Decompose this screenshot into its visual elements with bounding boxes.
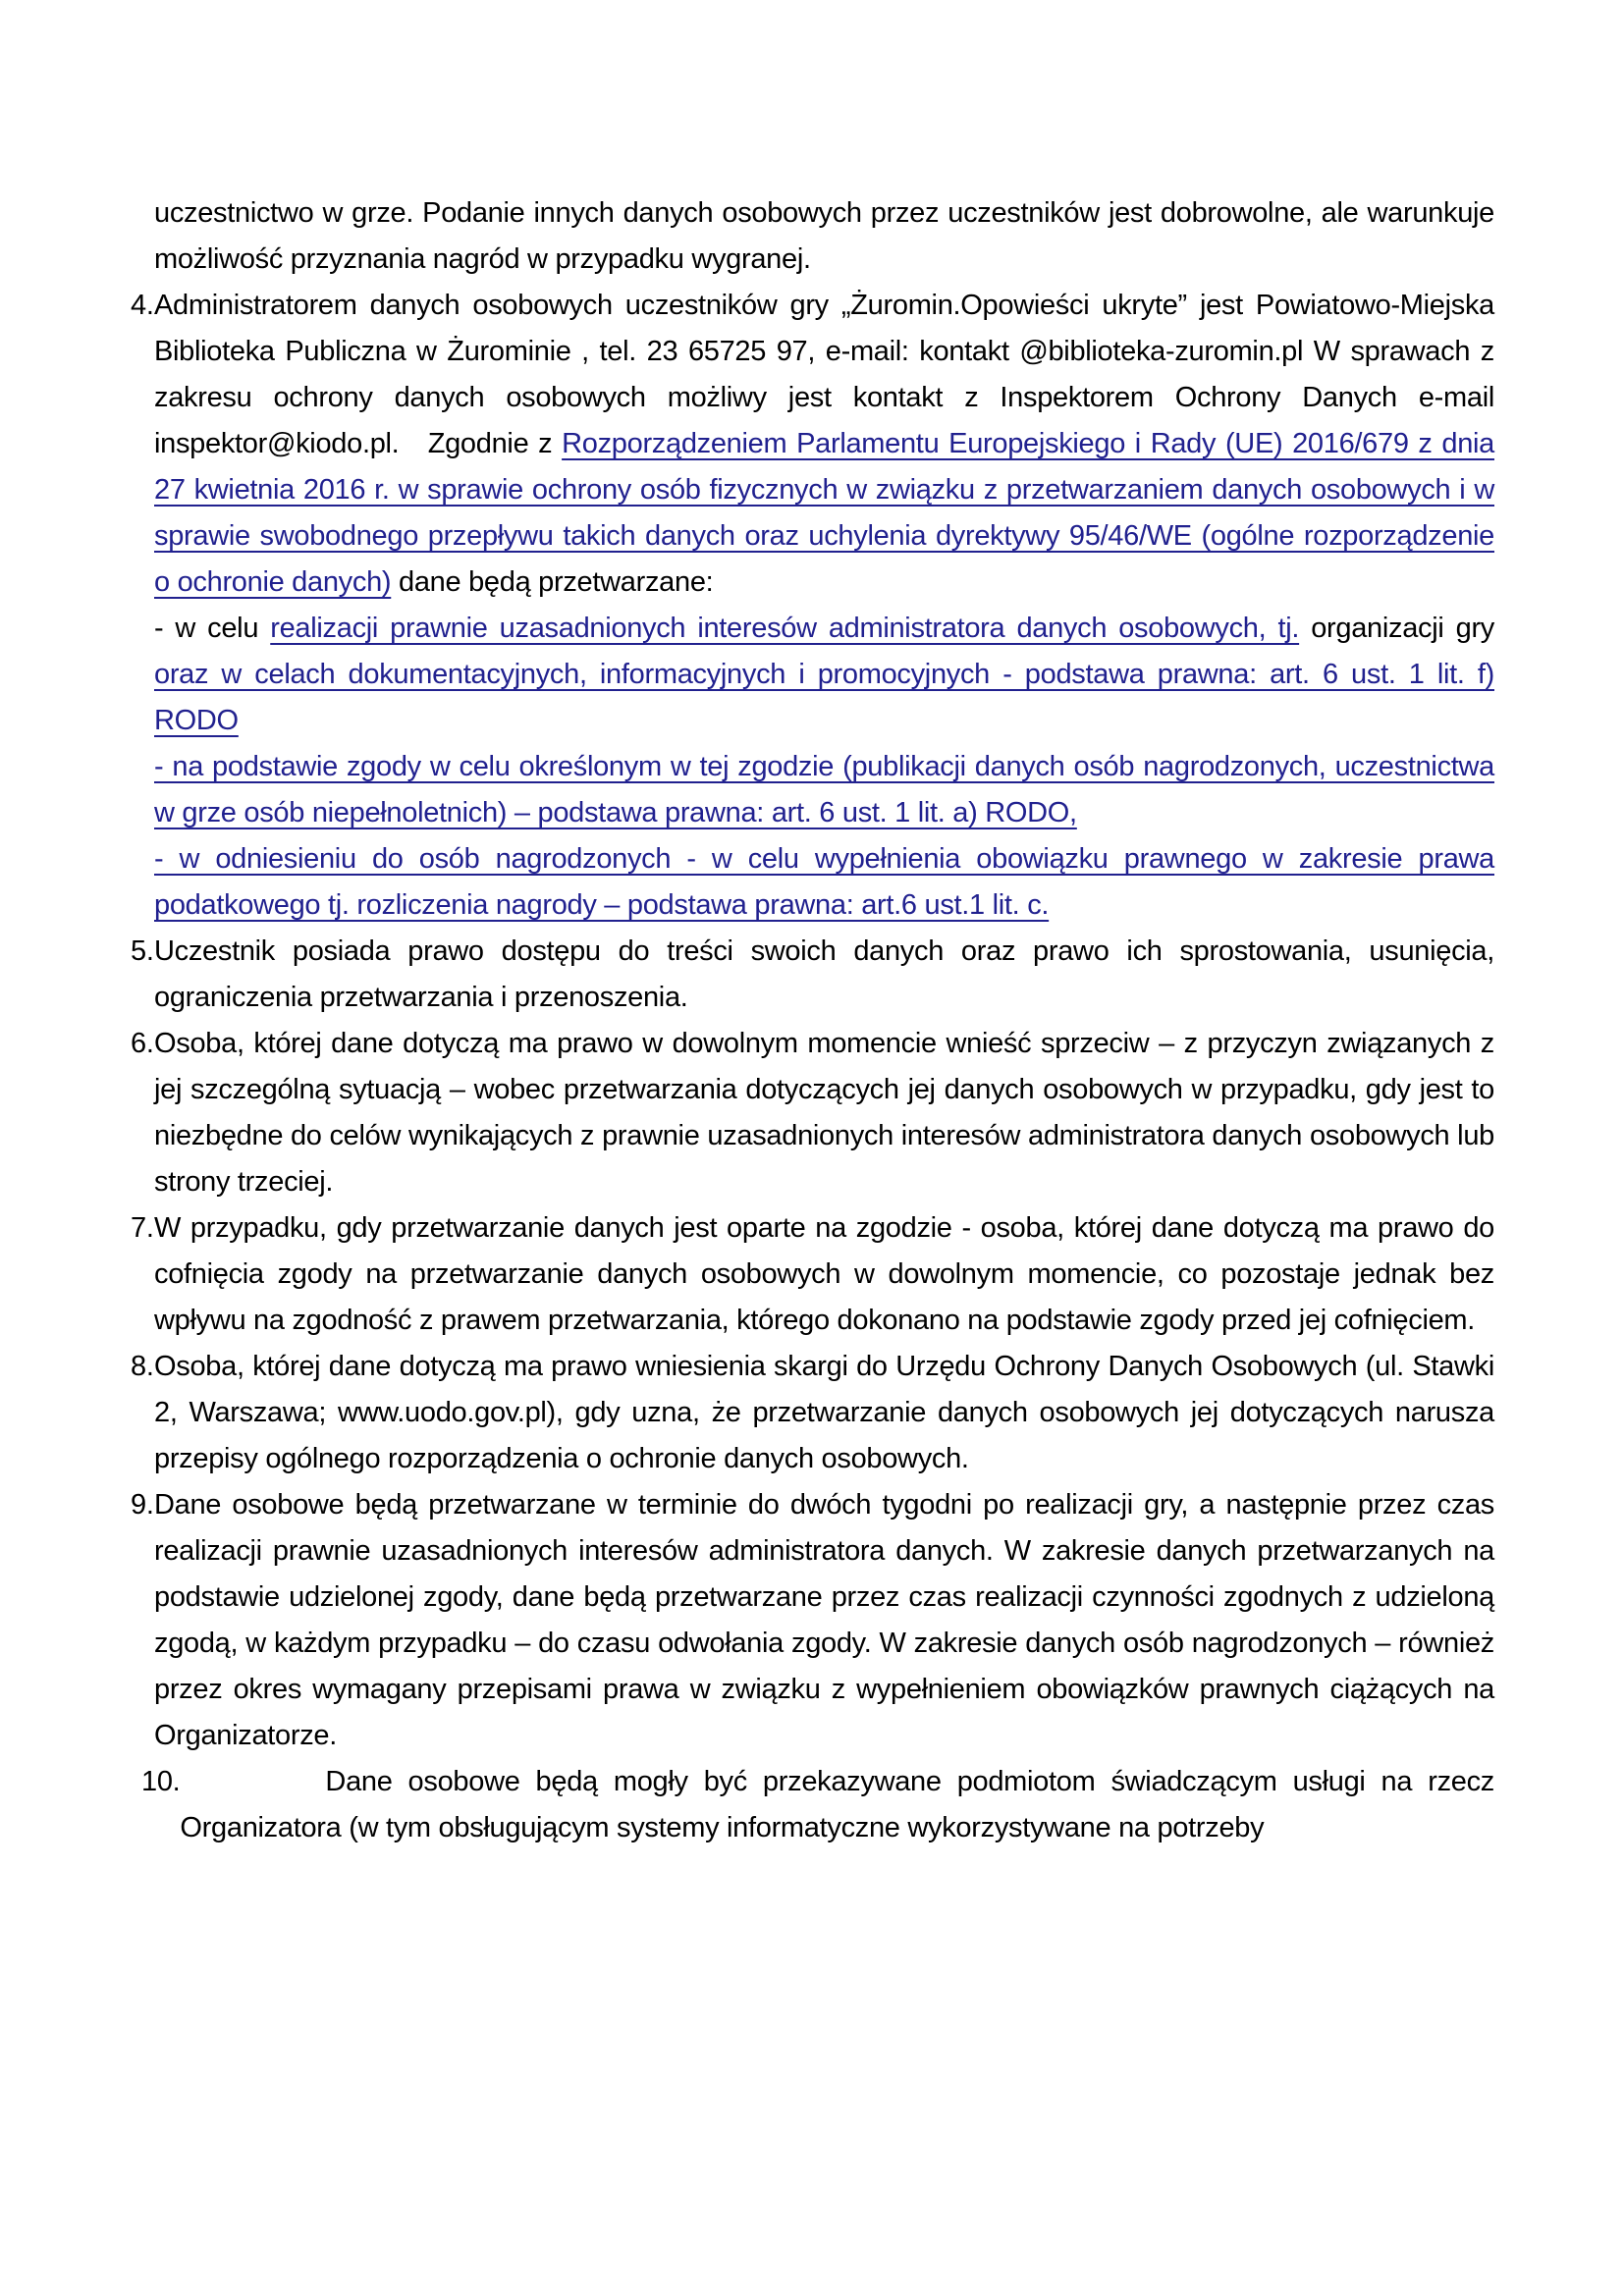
list-item-content: [180, 1759, 1494, 1851]
text-run: Uczestnik posiada prawo dostępu do treści swoich danych oraz prawo ich sprostowania, usunięcia, ograniczenia przetwarzania i przenoszenia.: [154, 935, 1494, 1013]
paragraph: [154, 836, 1494, 929]
list-item-number: 5.: [131, 935, 154, 967]
paragraph: [154, 744, 1494, 836]
list-item: [131, 283, 1494, 929]
document-body: [131, 190, 1494, 1851]
list-item: [131, 1344, 1494, 1482]
legal-reference-link[interactable]: - na podstawie zgody w celu określonym w tej zgodzie (publikacji danych osób nagrodzonych, uczestnictwa w grze osób niepełnoletnich) – podstawa prawna: art. 6 ust. 1 lit. a) RODO,: [154, 751, 1494, 828]
paragraph: [154, 1344, 1494, 1482]
list-item: [131, 929, 1494, 1021]
text-run: Administratorem danych osobowych uczestników gry „Żuromin.Opowieści ukryte” jest Powiatowo-Miejska Biblioteka Publiczna w Żurominie , tel. 23 65725 97, e-mail: kontakt @biblioteka-zuromin.pl W sprawach z zakresu ochrony danych osobowych możliwy jest kontakt z Inspektorem Ochrony Danych e-mail inspektor@kiodo.pl. Zgodnie z: [154, 290, 1494, 459]
paragraph: [154, 1205, 1494, 1344]
text-run: Osoba, której dane dotyczą ma prawo w dowolnym momencie wnieść sprzeciw – z przyczyn związanych z jej szczególną sytuacją – wobec przetwarzania dotyczących jej danych osobowych w przypadku, gdy jest to niezbędne do celów wynikających z prawnie uzasadnionych interesów administratora danych osobowych lub strony trzeciej.: [154, 1028, 1494, 1198]
list-item-content: [154, 283, 1494, 929]
legal-reference-link[interactable]: Rozporządzeniem Parlamentu Europejskiego i Rady (UE) 2016/679 z dnia 27 kwietnia 2016 r. w sprawie ochrony osób fizycznych w związku z przetwarzaniem danych osobowych i w sprawie swobodnego przepływu takich danych oraz uchylenia dyrektywy 95/46/WE (ogólne rozporządzenie o ochronie danych): [154, 428, 1494, 598]
list-item-number: 7.: [131, 1212, 154, 1244]
paragraph: [154, 1021, 1494, 1205]
legal-reference-link[interactable]: realizacji prawnie uzasadnionych interesów administratora danych osobowych, tj.: [270, 613, 1300, 644]
text-run: W przypadku, gdy przetwarzanie danych jest oparte na zgodzie - osoba, której dane dotyczą ma prawo do cofnięcia zgody na przetwarzanie danych osobowych w dowolnym momencie, co pozostaje jednak bez wpływu na zgodność z prawem przetwarzania, którego dokonano na podstawie zgody przed jej cofnięciem.: [154, 1212, 1494, 1336]
list-item-content: [154, 1344, 1494, 1482]
list-item-content: [154, 190, 1494, 283]
list-item-number: 10.: [141, 1766, 181, 1797]
list-item-content: [154, 1021, 1494, 1205]
list-item-content: [154, 929, 1494, 1021]
paragraph: [154, 929, 1494, 1021]
text-run: - w celu: [154, 613, 271, 644]
text-run: Osoba, której dane dotyczą ma prawo wniesienia skargi do Urzędu Ochrony Danych Osobowych (ul. Stawki 2, Warszawa; www.uodo.gov.pl), gdy uzna, że przetwarzanie danych osobowych jej dotyczących narusza przepisy ogólnego rozporządzenia o ochronie danych osobowych.: [154, 1351, 1494, 1474]
text-run: uczestnictwo w grze. Podanie innych danych osobowych przez uczestników jest dobrowolne, ale warunkuje możliwość przyznania nagród w przypadku wygranej.: [154, 197, 1494, 275]
list-item-number: 8.: [131, 1351, 154, 1382]
list-item: [131, 1759, 1494, 1851]
list-item-number: 9.: [131, 1489, 154, 1521]
list-item-number: 6.: [131, 1028, 154, 1059]
paragraph: [154, 606, 1494, 744]
list-item: [131, 1205, 1494, 1344]
legal-reference-link[interactable]: oraz w celach dokumentacyjnych, informacyjnych i promocyjnych - podstawa prawna: art. 6 ust. 1 lit. f) RODO: [154, 659, 1494, 736]
list-item: [131, 1482, 1494, 1759]
paragraph: [154, 190, 1494, 283]
paragraph: [154, 283, 1494, 606]
list-item-number: 4.: [131, 290, 154, 321]
list-item: [131, 1021, 1494, 1205]
text-run: organizacji gry: [1299, 613, 1494, 644]
text-run: Dane osobowe będą mogły być przekazywane podmiotom świadczącym usługi na rzecz Organizatora (w tym obsługującym systemy informatyczne wykorzystywane na potrzeby: [180, 1766, 1494, 1843]
list-item-content: [154, 1482, 1494, 1759]
text-run: dane będą przetwarzane:: [391, 566, 714, 598]
list-item-content: [154, 1205, 1494, 1344]
paragraph: [154, 1482, 1494, 1759]
paragraph: [180, 1759, 1494, 1851]
text-run: Dane osobowe będą przetwarzane w terminie do dwóch tygodni po realizacji gry, a następnie przez czas realizacji prawnie uzasadnionych interesów administratora danych. W zakresie danych przetwarzanych na podstawie udzielonej zgody, dane będą przetwarzane przez czas realizacji czynności zgodnych z udzieloną zgodą, w każdym przypadku – do czasu odwołania zgody. W zakresie danych osób nagrodzonych – również przez okres wymagany przepisami prawa w związku z wypełnieniem obowiązków prawnych ciążących na Organizatorze.: [154, 1489, 1494, 1751]
list-item: [131, 190, 1494, 283]
legal-reference-link[interactable]: - w odniesieniu do osób nagrodzonych - w celu wypełnienia obowiązku prawnego w zakresie prawa podatkowego tj. rozliczenia nagrody – podstawa prawna: art.6 ust.1 lit. c.: [154, 843, 1494, 921]
